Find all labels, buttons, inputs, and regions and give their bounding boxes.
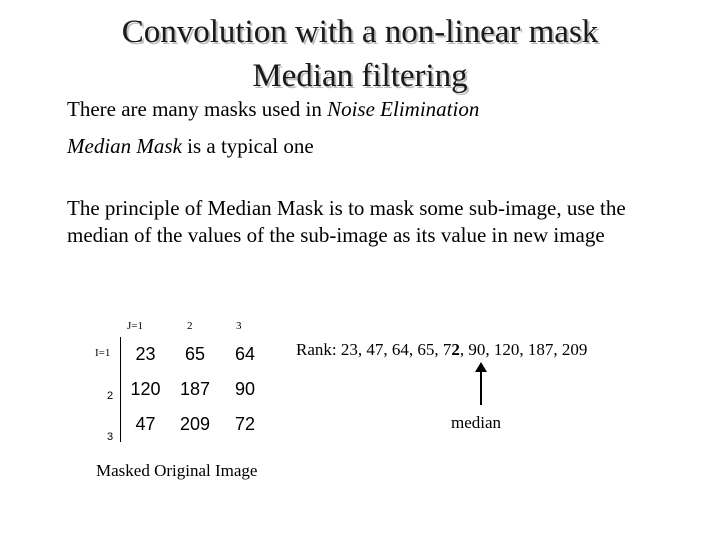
median-label: median xyxy=(451,413,502,432)
rank-list xyxy=(296,340,587,360)
mask-grid xyxy=(120,337,270,442)
mask-cell: 72 xyxy=(234,414,256,434)
mask-cell: 47 xyxy=(120,407,170,442)
mask-cell: 65 xyxy=(184,344,206,364)
median-mask-term: Median Mask xyxy=(67,134,182,158)
mask-cell: 64 xyxy=(234,344,256,364)
col-label-1: J=1 xyxy=(127,320,143,332)
slide-title-line-2: Median filtering xyxy=(252,58,468,94)
slide-title-line-1: Convolution with a non-linear mask xyxy=(121,14,599,50)
rank-list-start: Rank: 23, 47, 64, 65, 7 xyxy=(296,340,452,359)
mask-cell: 90 xyxy=(234,379,256,399)
row-label-1: I=1 xyxy=(95,347,111,359)
mask-caption: Masked Original Image xyxy=(96,461,258,480)
col-label-2: 2 xyxy=(187,320,193,332)
col-label-3: 3 xyxy=(236,320,242,332)
rank-median-digit: 2 xyxy=(451,340,460,359)
row-label-3: 3 xyxy=(107,431,114,443)
intro-line-1 xyxy=(67,96,479,122)
median-arrow-icon xyxy=(472,362,490,406)
intro-line-2-text: is a typical one xyxy=(181,134,314,158)
intro-line-2 xyxy=(67,133,314,159)
noise-elimination-term: Noise Elimination xyxy=(327,97,480,121)
principle-paragraph: The principle of Median Mask is to mask some sub-image, use the median of the values of the sub-image as its value in new image xyxy=(67,196,626,247)
row-label-2: 2 xyxy=(107,390,114,402)
mask-cell: 209 xyxy=(179,414,211,434)
intro-line-1-text: There are many masks used in xyxy=(67,97,328,121)
mask-cell: 23 xyxy=(120,337,170,372)
rank-list-end: , 90, 120, 187, 209 xyxy=(459,340,588,359)
mask-cell: 187 xyxy=(179,379,211,399)
mask-cell: 120 xyxy=(120,372,170,407)
